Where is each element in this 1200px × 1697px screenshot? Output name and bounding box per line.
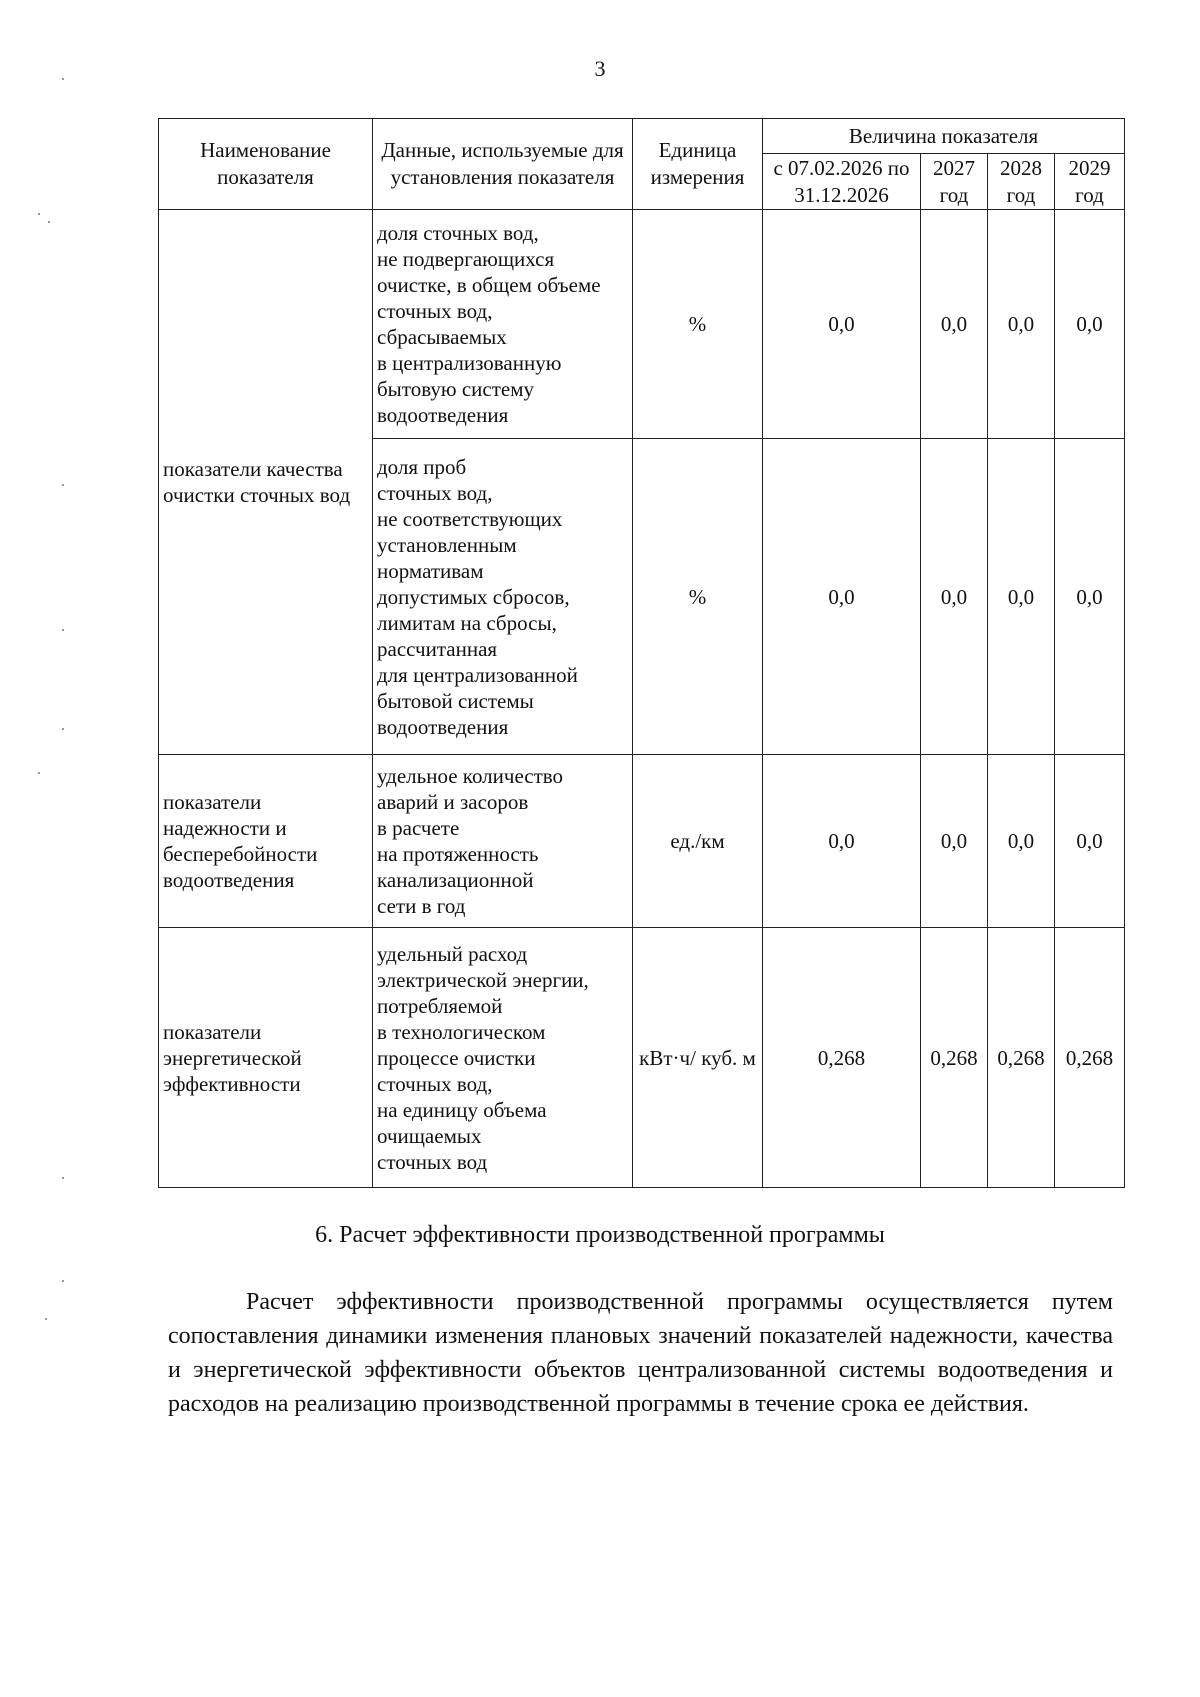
value-cell: 0,268 <box>763 928 921 1188</box>
group-name-quality: показатели качества очистки сточных вод <box>159 210 373 755</box>
data-line: бытовой системы <box>377 688 534 713</box>
unit-cell: кВт·ч/ куб. м <box>633 928 763 1188</box>
group-name-reliability: показатели надежности и бесперебойности водоотведения <box>159 755 373 928</box>
data-description <box>373 755 633 928</box>
value-cell: 0,0 <box>1055 439 1125 755</box>
data-line: на единицу объема <box>377 1097 547 1122</box>
scan-speck <box>62 629 64 631</box>
value-cell: 0,0 <box>763 210 921 439</box>
value-cell: 0,0 <box>1055 755 1125 928</box>
data-description <box>373 928 633 1188</box>
value-cell: 0,0 <box>921 210 988 439</box>
scan-speck <box>48 221 50 223</box>
value-cell: 0,268 <box>1055 928 1125 1188</box>
data-line: процессе очистки <box>377 1045 536 1070</box>
data-description <box>373 210 633 439</box>
data-line: очистке, в общем объеме <box>377 273 601 297</box>
value-cell: 0,0 <box>763 439 921 755</box>
header-value-group: Величина показателя <box>763 119 1125 154</box>
header-indicator-name: Наименование показателя <box>159 119 373 210</box>
unit-cell: % <box>633 439 763 755</box>
scan-speck <box>62 728 64 730</box>
data-line: сети в год <box>377 894 466 918</box>
data-line: удельный расход <box>377 941 528 966</box>
header-unit: Единица измерения <box>633 119 763 210</box>
data-line: сточных вод, <box>377 480 493 505</box>
scan-speck <box>62 484 64 486</box>
value-cell: 0,0 <box>1055 210 1125 439</box>
value-cell: 0,0 <box>921 439 988 755</box>
data-line: допустимых сбросов, <box>377 584 570 609</box>
value-cell: 0,268 <box>988 928 1055 1188</box>
data-line: для централизованной <box>377 662 578 687</box>
data-line: удельное количество <box>377 764 564 788</box>
header-period-2028: 2028 год <box>988 154 1055 210</box>
table-row <box>159 928 1125 1188</box>
unit-cell: ед./км <box>633 755 763 928</box>
data-description <box>373 439 633 755</box>
data-line: не подвергающихся <box>377 247 555 271</box>
table-row <box>159 755 1125 928</box>
data-line: на протяженность <box>377 842 539 866</box>
data-line: бытовую систему <box>377 377 534 401</box>
unit-cell: % <box>633 210 763 439</box>
data-line: водоотведения <box>377 714 509 739</box>
scan-speck <box>38 772 40 774</box>
section-paragraph: Расчет эффективности производственной программы осуществляется путем сопоставления динамики изменения плановых значений показателей надежности, качества и энергетической эффективности объектов централизованной системы водоотведения и расходов на реализацию производственной программы в течение срока ее действия. <box>168 1289 1113 1417</box>
data-line: в централизованную <box>377 351 562 375</box>
data-line: потребляемой <box>377 993 503 1018</box>
group-name-energy: показатели энергетической эффективности <box>159 928 373 1188</box>
header-period-2029: 2029 год <box>1055 154 1125 210</box>
data-line: в технологическом <box>377 1019 546 1044</box>
header-period-2027: 2027 год <box>921 154 988 210</box>
data-line: лимитам на сбросы, <box>377 610 557 635</box>
value-cell: 0,0 <box>921 755 988 928</box>
data-line: рассчитанная <box>377 636 498 661</box>
data-line: очищаемых <box>377 1123 482 1148</box>
value-cell: 0,0 <box>988 210 1055 439</box>
data-line: электрической энергии, <box>377 967 589 992</box>
data-line: сточных вод <box>377 1149 488 1174</box>
indicators-table <box>158 118 1125 1188</box>
data-line: установленным <box>377 532 517 557</box>
scan-speck <box>38 213 40 215</box>
scan-speck <box>62 1280 64 1282</box>
data-line: сбрасываемых <box>377 325 507 349</box>
data-line: доля сточных вод, <box>377 221 539 245</box>
header-data-used: Данные, используемые для установления показателя <box>373 119 633 210</box>
data-line: доля проб <box>377 454 467 479</box>
data-line: сточных вод, <box>377 299 493 323</box>
scan-speck <box>45 1318 47 1320</box>
data-line: водоотведения <box>377 403 509 427</box>
page-number: 3 <box>594 56 606 81</box>
data-line: не соответствующих <box>377 506 563 531</box>
value-cell: 0,0 <box>763 755 921 928</box>
scan-speck <box>62 1177 64 1179</box>
data-line: в расчете <box>377 816 460 840</box>
data-line: аварий и засоров <box>377 790 529 814</box>
table-row <box>159 210 1125 439</box>
header-period-2026: с 07.02.2026 по 31.12.2026 <box>763 154 921 210</box>
value-cell: 0,268 <box>921 928 988 1188</box>
value-cell: 0,0 <box>988 755 1055 928</box>
data-line: сточных вод, <box>377 1071 493 1096</box>
data-line: нормативам <box>377 558 484 583</box>
data-line: канализационной <box>377 868 534 892</box>
section-heading: 6. Расчет эффективности производственной программы <box>315 1222 885 1248</box>
value-cell: 0,0 <box>988 439 1055 755</box>
